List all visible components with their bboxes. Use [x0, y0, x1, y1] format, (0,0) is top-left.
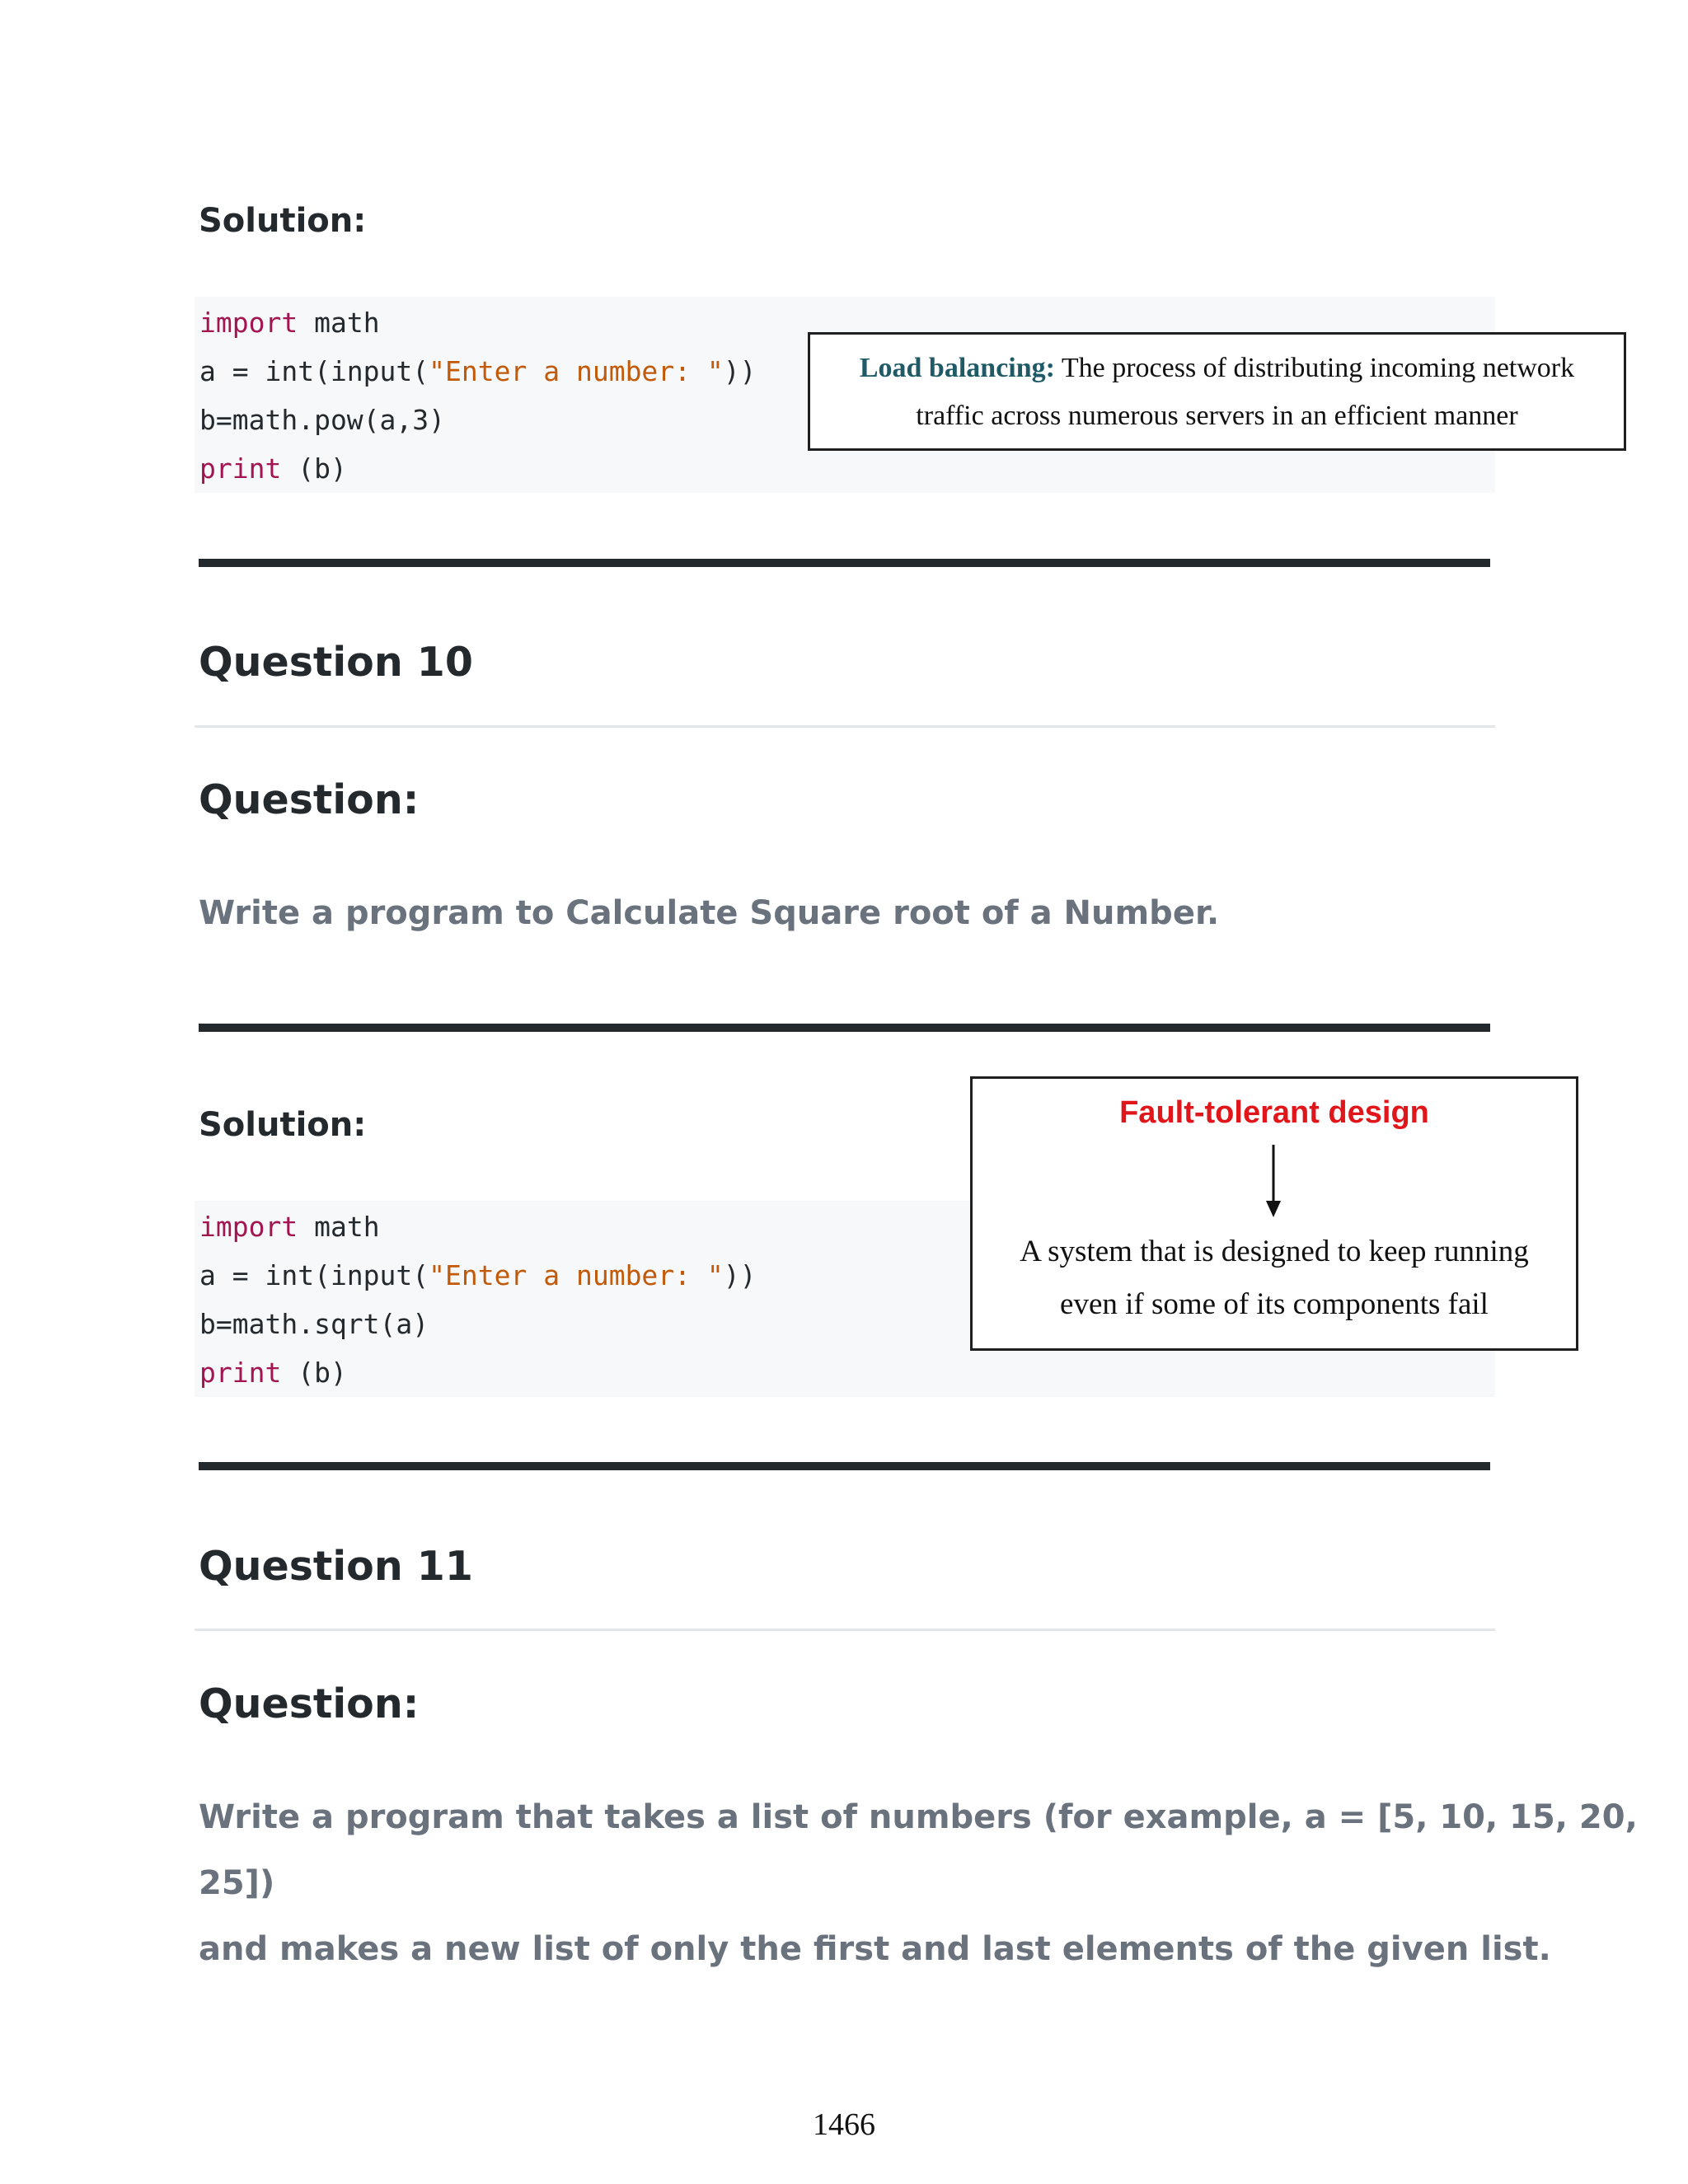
code-text: b=math.sqrt(a) — [199, 1308, 429, 1340]
code-text: )) — [723, 355, 757, 387]
code-keyword: print — [199, 1357, 282, 1389]
section-divider — [199, 559, 1490, 567]
note-definition: The process of distributing incoming network — [1054, 353, 1575, 383]
code-text: a = int(input( — [199, 355, 429, 387]
code-line — [195, 444, 1495, 493]
code-text: math — [298, 307, 380, 339]
heading-underline — [195, 1629, 1495, 1631]
code-keyword: print — [199, 452, 282, 485]
question-number-heading: Question 10 — [199, 639, 473, 686]
note-line-2: traffic across numerous servers in an efficient manner — [916, 401, 1518, 431]
code-keyword: import — [199, 1211, 298, 1243]
note-line-1: A system that is designed to keep running — [1020, 1235, 1529, 1268]
load-balancing-note — [808, 332, 1626, 451]
fault-tolerant-note — [970, 1076, 1578, 1351]
heading-underline — [195, 725, 1495, 728]
question-heading: Question: — [199, 776, 420, 823]
note-title: Fault-tolerant design — [1119, 1095, 1429, 1130]
question-number-heading: Question 11 — [199, 1543, 473, 1590]
note-line-1 — [810, 344, 1624, 392]
note-line-2: even if some of its components fail — [1060, 1287, 1489, 1321]
code-string: "Enter a number: " — [429, 355, 724, 387]
code-line — [195, 1348, 1495, 1397]
code-text: math — [298, 1211, 380, 1243]
section-divider — [199, 1024, 1490, 1032]
solution-heading: Solution: — [199, 202, 367, 240]
section-divider — [199, 1462, 1490, 1470]
code-text: (b) — [281, 452, 347, 485]
prompt-line-1: Write a program that takes a list of numbers (for example, a = [5, 10, 15, 20, 25]) — [199, 1798, 1638, 1902]
solution-heading: Solution: — [199, 1106, 367, 1144]
code-text: )) — [723, 1259, 757, 1291]
note-body — [973, 1226, 1576, 1331]
question-prompt: Write a program to Calculate Square root of a Number. — [199, 894, 1220, 932]
code-string: "Enter a number: " — [429, 1259, 724, 1291]
prompt-line-2: and makes a new list of only the first and last elements of the given list. — [199, 1930, 1551, 1968]
code-text: a = int(input( — [199, 1259, 429, 1291]
code-text: (b) — [281, 1357, 347, 1389]
question-heading: Question: — [199, 1680, 420, 1727]
page-number: 1466 — [813, 2107, 875, 2142]
down-arrow-icon — [1262, 1141, 1285, 1221]
note-term: Load balancing: — [859, 353, 1055, 383]
question-prompt — [199, 1784, 1688, 1982]
code-keyword: import — [199, 307, 298, 339]
code-text: b=math.pow(a,3) — [199, 404, 446, 436]
